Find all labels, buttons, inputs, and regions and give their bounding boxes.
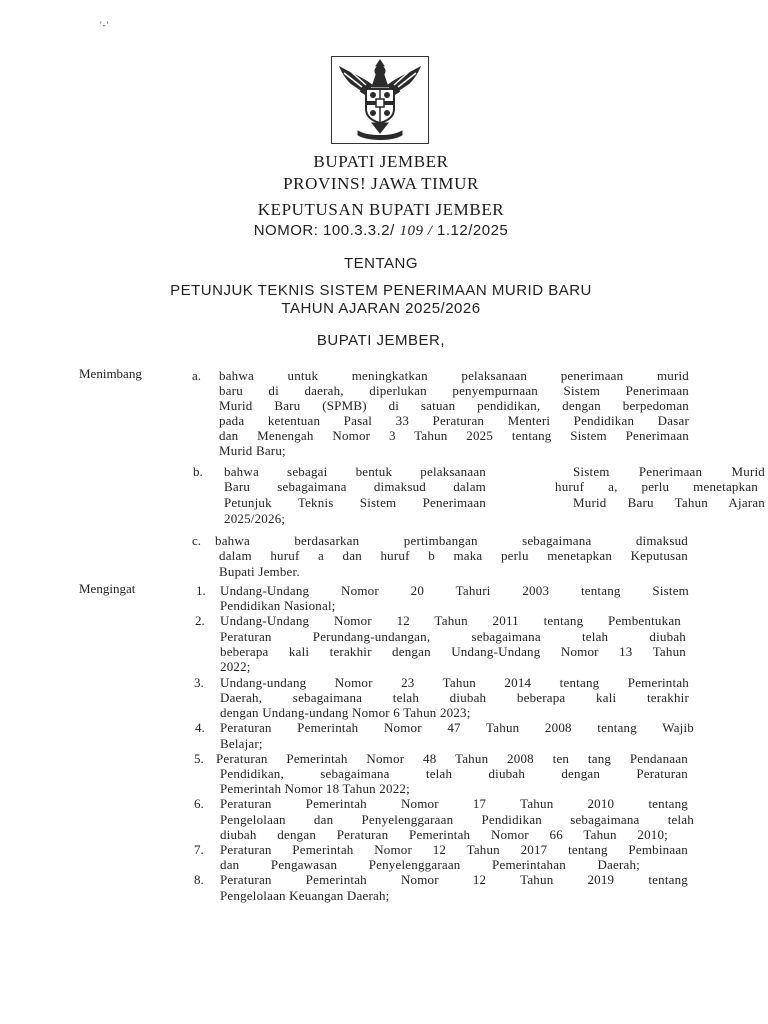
mengingat-4-line: Belajar;: [220, 736, 263, 751]
menimbang-c-line: Bupati Jember.: [219, 564, 300, 579]
menimbang-a-line: Murid Baru;: [219, 443, 286, 458]
nomor-part-a: 100.3.3.2/: [323, 222, 395, 239]
mengingat-1-line: Pendidikan Nasional;: [220, 598, 336, 613]
mengingat-marker-5: 5.: [194, 751, 204, 766]
mengingat-marker-6: 6.: [194, 796, 204, 811]
mengingat-8-line: Peraturan Pemerintah Nomor 12 Tahun 2019 tentang: [220, 872, 688, 887]
garuda-emblem-icon: [331, 56, 429, 144]
mengingat-7-line: dan Pengawasan Penyelenggaraan Pemerintahan Daerah;: [220, 857, 640, 872]
nomor-part-c: 1.12/2025: [437, 222, 509, 239]
menimbang-b-left-line: Baru sebagaimana dimaksud dalam: [224, 479, 486, 494]
menimbang-c-line: dalam huruf a dan huruf b maka perlu menetapkan Keputusan: [219, 548, 688, 563]
mengingat-4-line: Peraturan Pemerintah Nomor 47 Tahun 2008 tentang Wajib: [220, 720, 694, 735]
mengingat-6-line: Pengelolaan dan Penyelenggaraan Pendidikan sebagaimana telah: [220, 812, 694, 827]
menimbang-b-left-line: bahwa sebagai bentuk pelaksanaan: [224, 464, 486, 479]
menimbang-marker-a: a.: [192, 368, 202, 383]
mengingat-marker-7: 7.: [194, 842, 204, 857]
authority-heading: BUPATI JEMBER,: [316, 332, 446, 349]
mengingat-3-line: dengan Undang-undang Nomor 6 Tahun 2023;: [220, 705, 471, 720]
mengingat-label: Mengingat: [79, 581, 136, 596]
nomor-part-b: 109 /: [399, 223, 433, 239]
mengingat-8-line: Pengelolaan Keuangan Daerah;: [220, 888, 390, 903]
menimbang-b-right-line: Murid Baru Tahun Ajaran: [573, 495, 765, 510]
mengingat-5-line: Pemerintah Nomor 18 Tahun 2022;: [220, 781, 410, 796]
mengingat-3-line: Daerah, sebagaimana telah diubah beberapa kali terakhir: [220, 690, 689, 705]
menimbang-c-line: bahwa berdasarkan pertimbangan sebagaimana dimaksud: [215, 533, 688, 548]
decree-number: [0, 222, 762, 240]
mengingat-marker-8: 8.: [194, 872, 204, 887]
mengingat-marker-1: 1.: [196, 583, 206, 598]
menimbang-b-right-line: huruf a, perlu menetapkan: [555, 479, 758, 494]
menimbang-a-line: dan Menengah Nomor 3 Tahun 2025 tentang Sistem Penerimaan: [219, 428, 689, 443]
mengingat-5-line: Peraturan Pemerintah Nomor 48 Tahun 2008 ten tang Pendanaan: [216, 751, 688, 766]
menimbang-b-left-line: 2025/2026;: [224, 511, 286, 526]
tentang-heading: TENTANG: [343, 255, 419, 272]
mengingat-7-line: Peraturan Pemerintah Nomor 12 Tahun 2017 tentang Pembinaan: [220, 842, 688, 857]
menimbang-a-line: bahwa untuk meningkatkan pelaksanaan penerimaan murid: [219, 368, 689, 383]
nomor-prefix: NOMOR:: [253, 222, 319, 239]
mengingat-marker-2: 2.: [195, 613, 205, 628]
menimbang-b-left-line: Petunjuk Teknis Sistem Penerimaan: [224, 495, 486, 510]
mengingat-6-line: Peraturan Pemerintah Nomor 17 Tahun 2010 tentang: [220, 796, 688, 811]
menimbang-label: Menimbang: [79, 366, 142, 381]
header-province: PROVINS! JAWA TIMUR: [283, 174, 479, 193]
mengingat-5-line: Pendidikan, sebagaimana telah diubah dengan Peraturan: [220, 766, 688, 781]
mengingat-2-line: beberapa kali terakhir dengan Undang-Undang Nomor 13 Tahun: [220, 644, 686, 659]
mengingat-marker-3: 3.: [194, 675, 204, 690]
mengingat-2-line: Peraturan Perundang-undangan, sebagaimana telah diubah: [220, 629, 686, 644]
mengingat-3-line: Undang-undang Nomor 23 Tahun 2014 tentang Pemerintah: [220, 675, 689, 690]
decree-title: KEPUTUSAN BUPATI JEMBER: [257, 200, 505, 219]
mengingat-marker-4: 4.: [195, 720, 205, 735]
mengingat-2-line: 2022;: [220, 659, 251, 674]
header-regent: BUPATI JEMBER: [313, 152, 449, 171]
menimbang-marker-b: b.: [193, 464, 203, 479]
menimbang-a-line: Murid Baru (SPMB) di satuan pendidikan, dengan berpedoman: [219, 398, 689, 413]
mengingat-1-line: Undang-Undang Nomor 20 Tahuri 2003 tentang Sistem: [220, 583, 689, 598]
scan-mark: '-': [100, 20, 110, 30]
menimbang-a-line: pada ketentuan Pasal 33 Peraturan Menteri Pendidikan Dasar: [219, 413, 689, 428]
mengingat-6-line: diubah dengan Peraturan Pemerintah Nomor 66 Tahun 2010;: [220, 827, 668, 842]
menimbang-b-right-line: Sistem Penerimaan Murid: [573, 464, 765, 479]
subject-line-2: TAHUN AJARAN 2025/2026: [281, 300, 481, 317]
subject-line-1: PETUNJUK TEKNIS SISTEM PENERIMAAN MURID BARU: [170, 282, 592, 299]
mengingat-2-line: Undang-Undang Nomor 12 Tahun 2011 tentang Pembentukan: [220, 613, 681, 628]
menimbang-marker-c: c.: [192, 533, 202, 548]
menimbang-a-line: baru di daerah, diperlukan penyempurnaan Sistem Penerimaan: [219, 383, 689, 398]
